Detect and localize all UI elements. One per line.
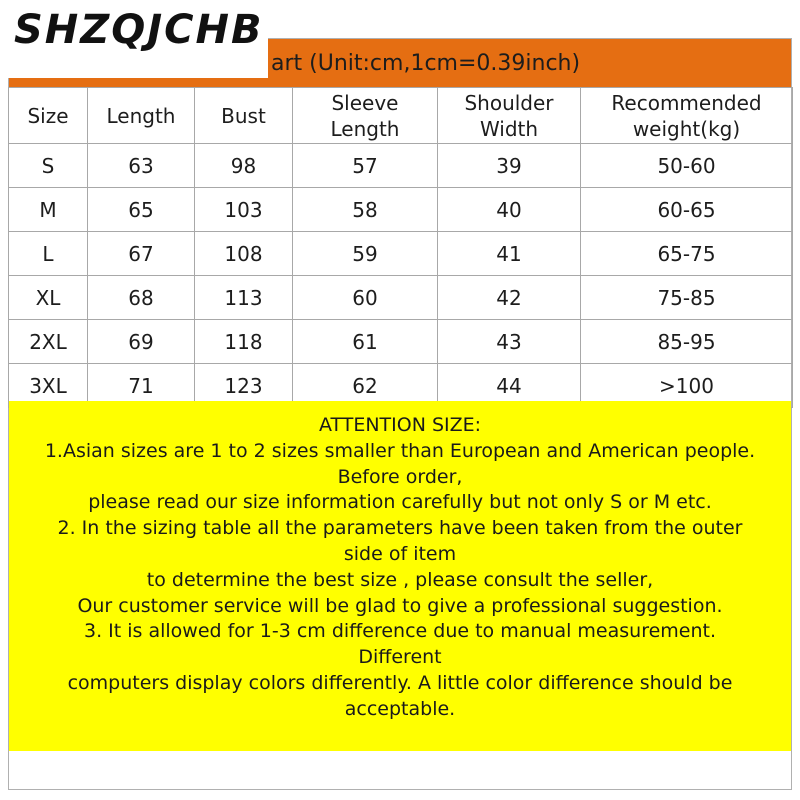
table-cell: 65	[88, 188, 195, 232]
table-cell: 60	[293, 276, 438, 320]
notes-text	[9, 413, 791, 723]
column-header: Shoulder Width	[438, 88, 581, 144]
column-header: Bust	[195, 88, 293, 144]
table-cell: 40	[438, 188, 581, 232]
table-row	[9, 188, 793, 232]
table-cell: 65-75	[581, 232, 793, 276]
table-cell: 50-60	[581, 144, 793, 188]
table-cell: XL	[9, 276, 88, 320]
notes-line: computers display colors differently. A little color difference should be	[67, 671, 733, 694]
table-cell: 67	[88, 232, 195, 276]
table-cell: 60-65	[581, 188, 793, 232]
table-cell: S	[9, 144, 88, 188]
table-cell: 98	[195, 144, 293, 188]
table-cell: 62	[293, 364, 438, 408]
table-cell: 61	[293, 320, 438, 364]
table-cell: 39	[438, 144, 581, 188]
table-row	[9, 144, 793, 188]
attention-notes	[9, 401, 791, 751]
table-cell: 2XL	[9, 320, 88, 364]
column-header: Recommended weight(kg)	[581, 88, 793, 144]
table-cell: 69	[88, 320, 195, 364]
table-cell: 3XL	[9, 364, 88, 408]
notes-line: ATTENTION SIZE:	[318, 414, 482, 436]
brand-logo-box	[0, 0, 268, 78]
table-cell: 103	[195, 188, 293, 232]
table-cell: L	[9, 232, 88, 276]
notes-line: 3. It is allowed for 1-3 cm difference due to manual measurement.	[83, 620, 717, 643]
table-body	[9, 144, 793, 408]
table-row	[9, 232, 793, 276]
table-row	[9, 320, 793, 364]
notes-line: to determine the best size , please consult the seller,	[146, 568, 654, 591]
table-cell: 85-95	[581, 320, 793, 364]
table-cell: 59	[293, 232, 438, 276]
notes-line: 1.Asian sizes are 1 to 2 sizes smaller than European and American people.	[44, 439, 756, 462]
table-cell: 108	[195, 232, 293, 276]
table-cell: 75-85	[581, 276, 793, 320]
size-table	[8, 87, 793, 408]
table-row	[9, 276, 793, 320]
table-cell: 71	[88, 364, 195, 408]
column-header: Length	[88, 88, 195, 144]
table-cell: >100	[581, 364, 793, 408]
notes-line: side of item	[343, 542, 457, 565]
table-cell: 118	[195, 320, 293, 364]
table-header-row	[9, 88, 793, 144]
table-cell: 42	[438, 276, 581, 320]
table-cell: 44	[438, 364, 581, 408]
table-cell: M	[9, 188, 88, 232]
brand-logo: SHZQJCHB	[14, 7, 264, 53]
table-cell: 63	[88, 144, 195, 188]
table-cell: 43	[438, 320, 581, 364]
table-cell: 57	[293, 144, 438, 188]
table-cell: 113	[195, 276, 293, 320]
notes-line: Before order,	[337, 465, 463, 488]
notes-line: Different	[358, 646, 442, 669]
table-cell: 58	[293, 188, 438, 232]
notes-line: please read our size information carefully but not only S or M etc.	[88, 491, 712, 514]
column-header: Sleeve Length	[293, 88, 438, 144]
notes-line: acceptable.	[344, 697, 456, 720]
notes-line: Our customer service will be glad to give a professional suggestion.	[77, 594, 723, 617]
table-cell: 68	[88, 276, 195, 320]
table-cell: 41	[438, 232, 581, 276]
table-cell: 123	[195, 364, 293, 408]
column-header: Size	[9, 88, 88, 144]
size-chart-title: art (Unit:cm,1cm=0.39inch)	[271, 51, 581, 76]
notes-line: 2. In the sizing table all the parameters have been taken from the outer	[57, 517, 743, 540]
